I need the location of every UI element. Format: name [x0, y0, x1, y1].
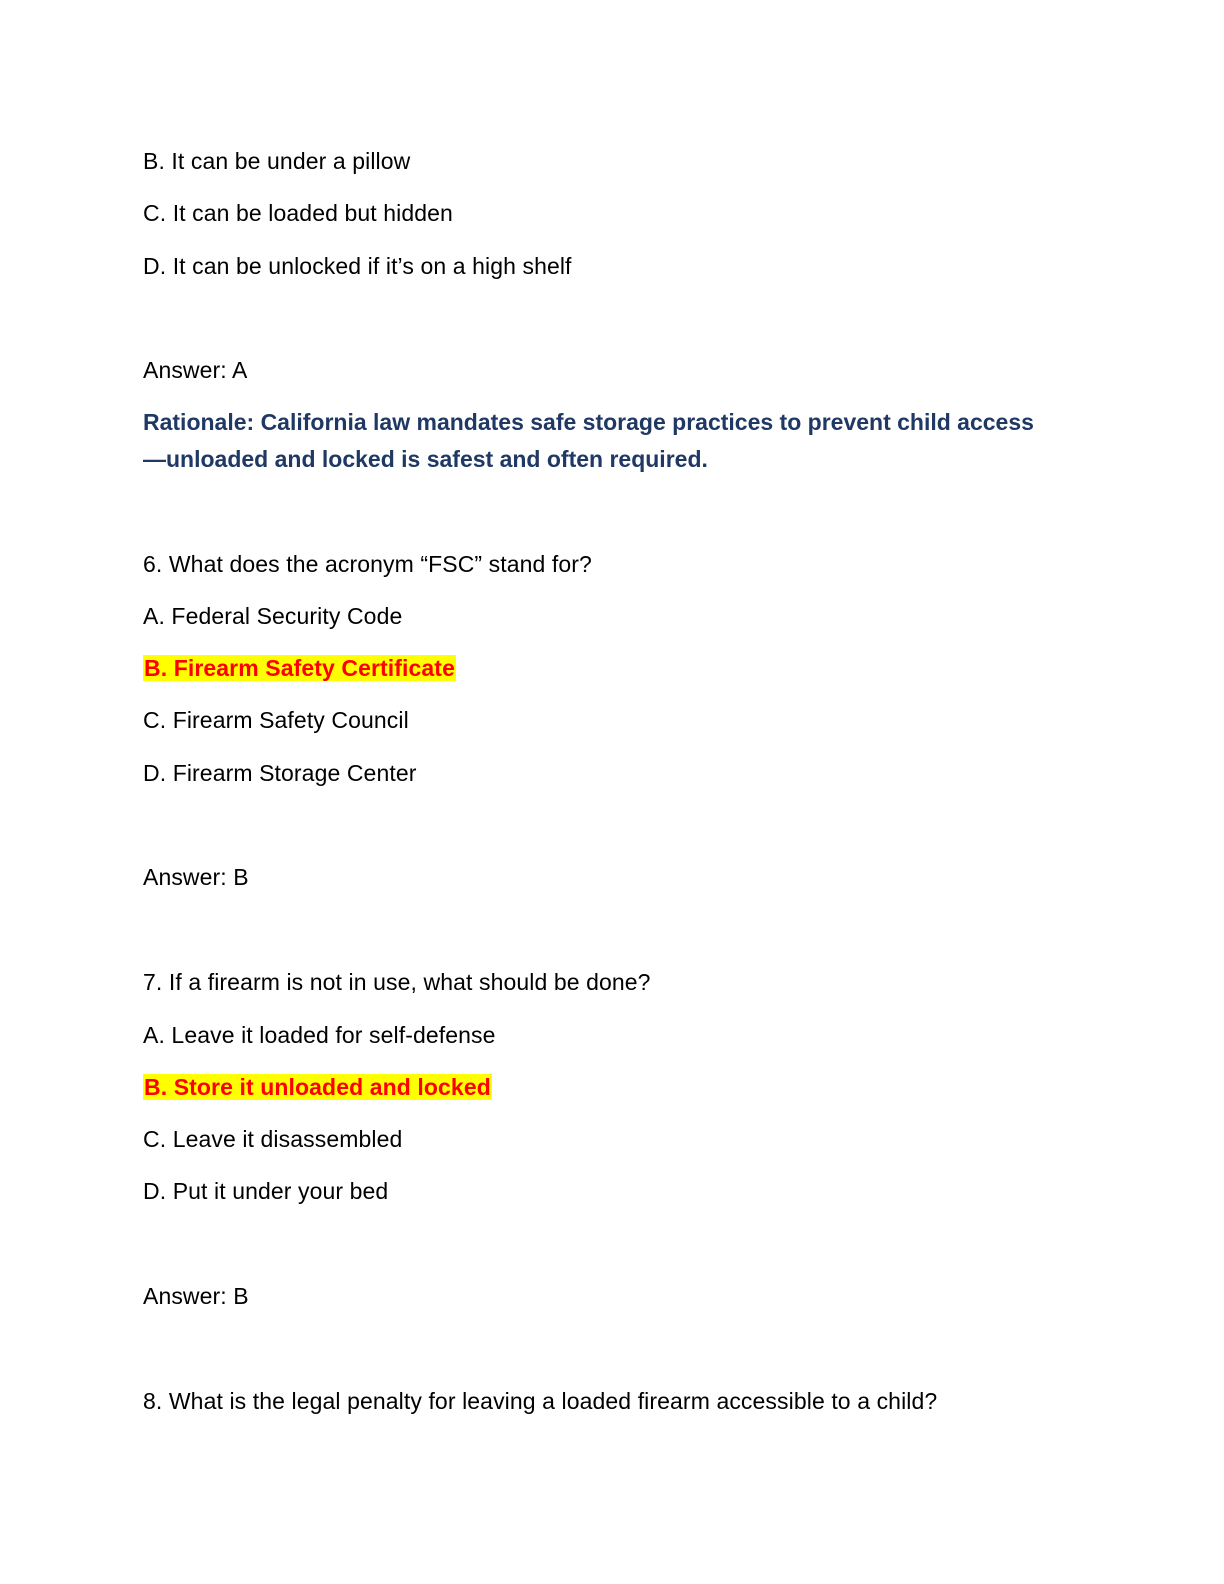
q6-correct-answer-highlight: B. Firearm Safety Certificate — [144, 655, 455, 681]
q7-correct-answer-highlight: B. Store it unloaded and locked — [144, 1074, 491, 1100]
q7-option-d: D. Put it under your bed — [143, 1178, 389, 1204]
q7-question: 7. If a firearm is not in use, what should be done? — [143, 969, 651, 995]
q6-option-b-correct — [143, 653, 456, 683]
q5-option-c: C. It can be loaded but hidden — [143, 200, 453, 226]
q6-option-d: D. Firearm Storage Center — [143, 760, 417, 786]
q6-option-a: A. Federal Security Code — [143, 603, 403, 629]
q6-option-c: C. Firearm Safety Council — [143, 707, 409, 733]
q6-question: 6. What does the acronym “FSC” stand for? — [143, 551, 592, 577]
q5-option-d: D. It can be unlocked if it’s on a high shelf — [143, 253, 572, 279]
q7-option-b-correct — [143, 1072, 492, 1102]
q7-option-a: A. Leave it loaded for self-defense — [143, 1022, 496, 1048]
q8-question: 8. What is the legal penalty for leaving a loaded firearm accessible to a child? — [143, 1388, 938, 1414]
q5-answer: Answer: A — [143, 357, 248, 383]
q5-option-b: B. It can be under a pillow — [143, 148, 411, 174]
q6-answer: Answer: B — [143, 864, 249, 890]
q7-option-c: C. Leave it disassembled — [143, 1126, 403, 1152]
q7-answer: Answer: B — [143, 1283, 249, 1309]
q5-rationale: Rationale: California law mandates safe storage practices to prevent child access—unloaded and locked is safest and often required. — [143, 409, 1034, 472]
